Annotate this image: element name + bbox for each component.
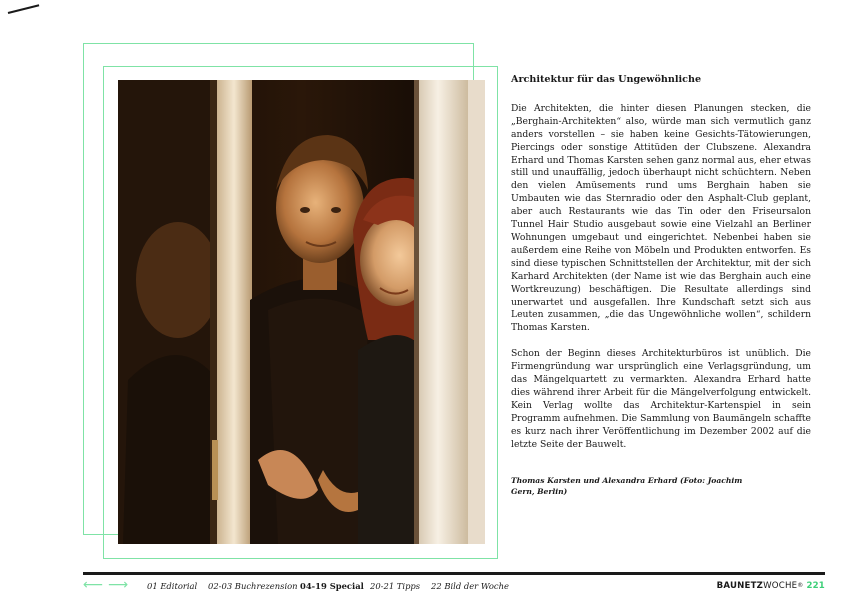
portrait-photo [118, 80, 485, 544]
nav-item-tipps[interactable]: 20-21 Tipps [370, 581, 421, 591]
nav-item-special[interactable]: 04-19 Special [300, 581, 364, 591]
nav-item-bild-der-woche[interactable]: 22 Bild der Woche [431, 581, 509, 591]
corner-mark [8, 4, 40, 14]
forward-arrow-icon[interactable]: ⟶ [108, 577, 129, 593]
nav-item-editorial[interactable]: 01 Editorial [147, 581, 198, 591]
article-paragraph-1: Die Architekten, die hinter diesen Planungen stecken, die „Berghain-Architekten“ also, würde man sich vermutlich ganz anders vorstellen – sie haben keine Gesichts-Tätowierungen, Piercings oder sonstige Attitüden der Clubszene. Alexandra Erhard und Thomas Karsten sehen ganz normal aus, eher etwas still und unauffällig, jedoch überhaupt nicht schüchtern. Neben den vielen Amüsements rund ums Berghain haben sie Umbauten wie das Sternradio oder den Asphalt-Club geplant, aber auch Restaurants wie das Tin oder den Friseursalon Tunnel Hair Studio ausgebaut sowie eine Vielzahl an Berliner Wohnungen umgebaut und eingerichtet. Nebenbei haben sie außerdem eine Reihe von Möbeln und Produkten entworfen. Es sind diese typischen Schnittstellen der Architektur, mit der sich Karhard Architekten (der Name ist wie das Berghain auch eine Wortkreuzung) beschäftigen. Die Resultate allerdings sind unerwartet und ausgefallen. Ihre Kundschaft setzt sich aus Leuten zusammen, „die das Ungewöhnliche wollen“, schildern Thomas Karsten. [511, 102, 811, 334]
article-heading: Architektur für das Ungewöhnliche [511, 74, 702, 85]
footer-nav [83, 579, 825, 593]
brand-logo: BAUNETZWOCHE® 221 [716, 581, 825, 591]
back-arrow-icon[interactable]: ⟵ [83, 577, 104, 593]
footer-divider [83, 572, 825, 575]
issue-number: 221 [806, 581, 825, 591]
portrait-illustration [118, 80, 485, 544]
article-text-column [511, 74, 811, 464]
photo-caption: Thomas Karsten und Alexandra Erhard (Foto: Joachim Gern, Berlin) [511, 476, 743, 496]
article-paragraph-2: Schon der Beginn dieses Architekturbüros ist unüblich. Die Firmengründung war ursprünglich eine Verlagsgründung, um das Mängelquartett zu vermarkten. Alexandra Erhard hatte dies während ihrer Arbeit für die Mängelverfolgung entwickelt. Kein Verlag wollte das Architektur-Kartenspiel in sein Programm aufnehmen. Die Sammlung von Baumängeln schaffte es kurz nach ihrer Veröffentlichung im Dezember 2002 auf die letzte Seite der Bauwelt. [511, 348, 811, 450]
nav-item-buchrezension[interactable]: 02-03 Buchrezension [208, 581, 298, 591]
